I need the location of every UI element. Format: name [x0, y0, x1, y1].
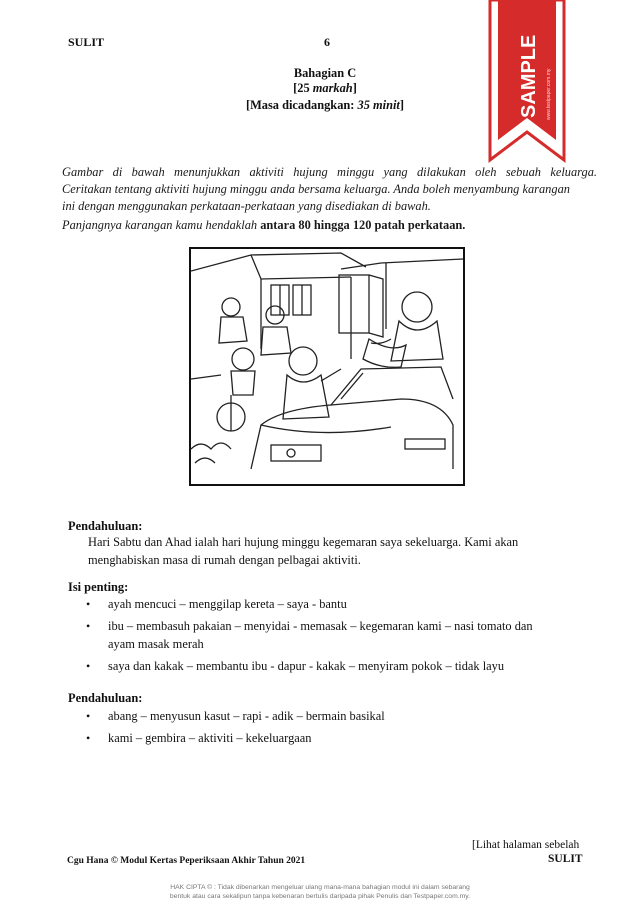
family-activity-illustration: [189, 247, 465, 486]
intro-paragraph: [88, 533, 588, 569]
list-item: • ayah mencuci – menggilap kereta – saya - bantu: [86, 597, 347, 611]
copyright-line-2: bentuk atau cara sekalipun tanpa kebenaran bertulis daripada pihak Penulis dan Testpaper.com.my.: [169, 893, 471, 900]
sample-stamp: [488, 0, 566, 165]
instructions: [62, 164, 597, 215]
intro-line-2: menghabiskan masa di rumah dengan pelbagai aktiviti.: [88, 553, 361, 567]
list-item: • kami – gembira – aktiviti – kekeluargaan: [86, 731, 312, 745]
instruction-line-3: ini dengan menggunakan perkataan-perkataan yang disediakan di bawah.: [62, 199, 431, 213]
footer-next-page: [Lihat halaman sebelah: [472, 839, 580, 851]
section-title-text: Bahagian C: [293, 66, 357, 80]
closing-heading: Pendahuluan:: [68, 691, 143, 705]
main-points-heading: Isi penting:: [68, 580, 129, 594]
list-item: • saya dan kakak – membantu ibu - dapur - kakak – menyiram pokok – tidak layu: [86, 659, 505, 673]
page-number: 6: [324, 35, 330, 49]
section-title: [240, 66, 410, 113]
footer-credit: Cgu Hana © Modul Kertas Peperiksaan Akhir Tahun 2021: [67, 856, 306, 866]
illustration-drawing: [191, 249, 463, 484]
closing-list: [84, 707, 584, 751]
list-item: • abang – menyusun kasut – rapi - adik – bermain basikal: [86, 709, 385, 723]
length-requirement: Panjangnya karangan kamu hendaklah antara 80 hingga 120 patah perkataan.: [62, 218, 466, 232]
copyright-line-1: HAK CIPTA © : Tidak dibenarkan mengeluar ulang mana-mana bahagian modul ini dalam sebarang: [170, 884, 470, 891]
time-label: [Masa dicadangkan: 35 minit]: [245, 98, 405, 112]
stamp-small-text: www.testpaper.com.my: [546, 68, 552, 120]
stamp-label: SAMPLE: [518, 34, 540, 118]
copyright-notice: [100, 883, 540, 901]
header-sulit: SULIT: [68, 35, 105, 49]
instruction-line-2: Ceritakan tentang aktiviti hujung minggu anda bersama keluarga. Anda boleh menyambung karangan: [62, 182, 570, 196]
footer-sulit: SULIT: [548, 853, 583, 865]
marks-label: [25 markah]: [293, 81, 357, 95]
instruction-line-1: Gambar di bawah menunjukkan aktiviti hujung minggu yang dilakukan oleh sebuah keluarga.: [62, 165, 597, 179]
intro-line-1: Hari Sabtu dan Ahad ialah hari hujung minggu kegemaran saya sekeluarga. Kami akan: [88, 535, 519, 549]
intro-heading: Pendahuluan:: [68, 519, 143, 533]
main-points-list: [84, 595, 584, 679]
list-item: • ibu – membasuh pakaian – menyidai - memasak – kegemaran kami – nasi tomato dan ayam masak merah: [86, 619, 533, 651]
